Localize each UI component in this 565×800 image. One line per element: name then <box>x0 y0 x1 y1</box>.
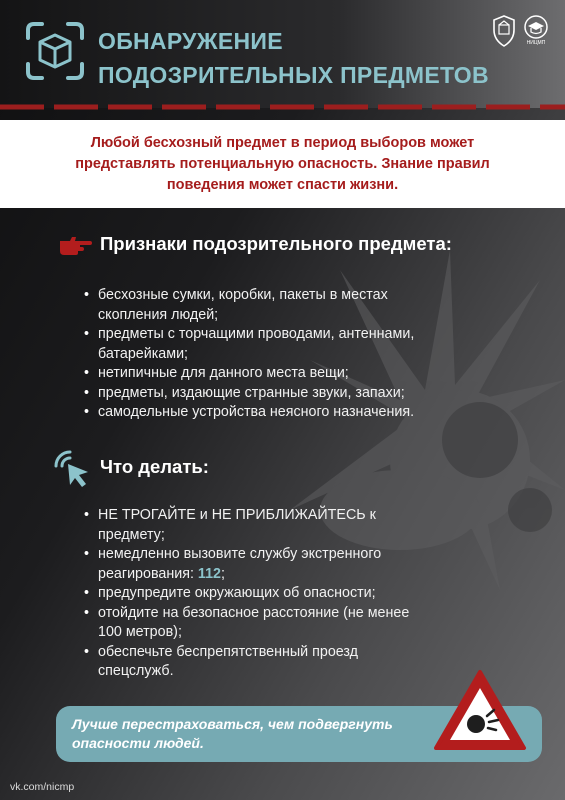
list-item: • предметы, издающие странные звуки, запахи; <box>84 384 444 404</box>
intro-text: Любой бесхозный предмет в период выборов может представлять потенциальную опасность. Знание правил поведения может спасти жизни. <box>75 134 490 193</box>
academy-badge <box>521 14 551 48</box>
list-item: • бесхозные сумки, коробки, пакеты в местах скопления людей; <box>84 286 444 325</box>
signs-list <box>84 286 444 423</box>
list-item: • обеспечьте беспрепятственный проезд спецслужб. <box>84 643 424 682</box>
box-scan-icon <box>24 20 86 82</box>
list-item: • отойдите на безопасное расстояние (не менее 100 метров); <box>84 604 424 643</box>
signs-heading: Признаки подозрительного предмета: <box>100 233 452 254</box>
list-item: • нетипичные для данного места вещи; <box>84 364 444 384</box>
academy-badge-label: НИЦМП <box>526 40 546 46</box>
actions-list <box>84 506 424 682</box>
footer-link[interactable]: vk.com/nicmp <box>10 781 75 793</box>
shield-badge-icon <box>491 14 517 48</box>
list-item: • самодельные устройства неясного назначения. <box>84 403 444 423</box>
list-item: • НЕ ТРОГАЙТЕ и НЕ ПРИБЛИЖАЙТЕСЬ к предмету; <box>84 506 424 545</box>
emergency-text: немедленно вызовите службу экстренного реагирования: <box>98 546 382 582</box>
pointing-hand-icon <box>58 233 92 255</box>
signs-heading-row <box>58 233 452 255</box>
note-text: Лучше перестраховаться, чем подвергнуть опасности людей. <box>72 716 393 751</box>
dashed-divider <box>0 104 565 110</box>
emergency-number: 112 <box>197 565 221 582</box>
actions-heading: Что делать: <box>100 456 209 477</box>
emergency-suffix: ; <box>221 565 225 582</box>
header <box>0 0 565 108</box>
click-cursor-icon <box>48 444 94 490</box>
list-item <box>84 545 424 584</box>
explosion-warning-icon <box>432 668 528 752</box>
org-badges <box>491 14 551 48</box>
list-item: • предупредите окружающих об опасности; <box>84 584 424 604</box>
list-item: • предметы с торчащими проводами, антеннами, батарейками; <box>84 325 444 364</box>
page-title <box>98 24 489 92</box>
title-line-2: ПОДОЗРИТЕЛЬНЫХ ПРЕДМЕТОВ <box>98 62 489 88</box>
intro-panel <box>0 120 565 208</box>
title-line-1: ОБНАРУЖЕНИЕ <box>98 28 283 54</box>
graduation-cap-icon <box>521 14 551 40</box>
actions-heading-row <box>48 444 209 490</box>
